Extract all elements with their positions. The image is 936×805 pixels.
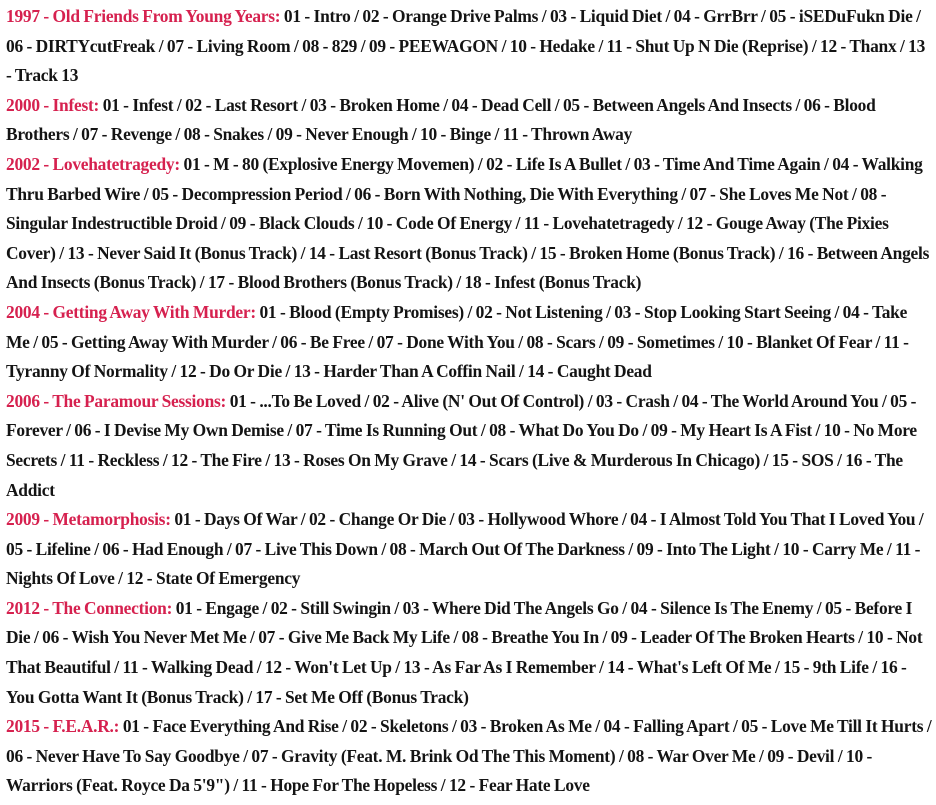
album-entry-2002 [6,150,932,298]
track-list: 01 - Blood (Empty Promises) / 02 - Not Listening / 03 - Stop Looking Start Seeing / 04 - Take Me / 05 - Getting Away With Murder / 06 - Be Free / 07 - Done With You / 08 - Scars / 09 - Sometimes / 10 - Blanket Of Fear / 11 - Tyranny Of Normality / 12 - Do Or Die / 13 - Harder Than A Coffin Nail / 14 - Caught Dead [6,301,909,382]
track-list: 01 - ...To Be Loved / 02 - Alive (N' Out Of Control) / 03 - Crash / 04 - The World Around You / 05 - Forever / 06 - I Devise My Own Demise / 07 - Time Is Running Out / 08 - What Do You Do / 09 - My Heart Is A Fist / 10 - No More Secrets / 11 - Reckless / 12 - The Fire / 13 - Roses On My Grave / 14 - Scars (Live & Murderous In Chicago) / 15 - SOS / 16 - The Addict [6,390,917,500]
album-entry-2004 [6,298,932,387]
album-header: 2000 - Infest: [6,94,100,115]
album-header: 2002 - Lovehatetragedy: [6,153,180,174]
track-list: 01 - Engage / 02 - Still Swingin / 03 - Where Did The Angels Go / 04 - Silence Is The Enemy / 05 - Before I Die / 06 - Wish You Never Met Me / 07 - Give Me Back My Life / 08 - Breathe You In / 09 - Leader Of The Broken Hearts / 10 - Not That Beautiful / 11 - Walking Dead / 12 - Won't Let Up / 13 - As Far As I Remember / 14 - What's Left Of Me / 15 - 9th Life / 16 -You Gotta Want It (Bonus Track) / 17 - Set Me Off (Bonus Track) [6,597,923,707]
album-header: 2015 - F.E.A.R.: [6,716,120,737]
track-list: 01 - Days Of War / 02 - Change Or Die / 03 - Hollywood Whore / 04 - I Almost Told You That I Loved You / 05 - Lifeline / 06 - Had Enough / 07 - Live This Down / 08 - March Out Of The Darkness / 09 - Into The Light / 10 - Carry Me / 11 - Nights Of Love / 12 - State Of Emergency [6,509,924,589]
track-list: 01 - Face Everything And Rise / 02 - Skeletons / 03 - Broken As Me / 04 - Falling Apart / 05 - Love Me Till It Hurts / 06 - Never Have To Say Goodbye / 07 - Gravity (Feat. M. Brink Od The This Moment) / 08 - War Over Me / 09 - Devil / 10 - Warriors (Feat. Royce Da 5'9") / 11 - Hope For The Hopeless / 12 - Fear Hate Love [6,716,932,796]
album-entry-2015 [6,712,932,801]
album-header: 2009 - Metamorphosis: [6,509,171,530]
album-entry-2006 [6,387,932,505]
album-entry-2000 [6,91,932,150]
album-header: 2006 - The Paramour Sessions: [6,390,227,411]
album-entry-2012 [6,594,932,712]
album-entry-1997 [6,2,932,91]
album-header: 1997 - Old Friends From Young Years: [6,6,281,26]
track-list: 01 - M - 80 (Explosive Energy Movemen) / 02 - Life Is A Bullet / 03 - Time And Time Again / 04 - Walking Thru Barbed Wire / 05 - Decompression Period / 06 - Born With Nothing, Die With Everything / 07 - She Loves Me Not / 08 - Singular Indestructible Droid / 09 - Black Clouds / 10 - Code Of Energy / 11 - Lovehatetragedy / 12 - Gouge Away (The Pixies Cover) / 13 - Never Said It (Bonus Track) / 14 - Last Resort (Bonus Track) / 15 - Broken Home (Bonus Track) / 16 - Between Angels And Insects (Bonus Track) / 17 - Blood Brothers (Bonus Track) / 18 - Infest (Bonus Track) [6,153,930,293]
album-header: 2012 - The Connection: [6,597,173,618]
track-list: 01 - Infest / 02 - Last Resort / 03 - Broken Home / 04 - Dead Cell / 05 - Between Angels And Insects / 06 - Blood Brothers / 07 - Revenge / 08 - Snakes / 09 - Never Enough / 10 - Binge / 11 - Thrown Away [6,94,876,145]
track-list: 01 - Intro / 02 - Orange Drive Palms / 03 - Liquid Diet / 04 - GrrBrr / 05 - iSEDuFukn Die / 06 - DIRTYcutFreak / 07 - Living Room / 08 - 829 / 09 - PEEWAGON / 10 - Hedake / 11 - Shut Up N Die (Reprise) / 12 - Thanx / 13 - Track 13 [6,6,926,86]
album-header: 2004 - Getting Away With Murder: [6,301,256,322]
album-entry-2009 [6,505,932,594]
